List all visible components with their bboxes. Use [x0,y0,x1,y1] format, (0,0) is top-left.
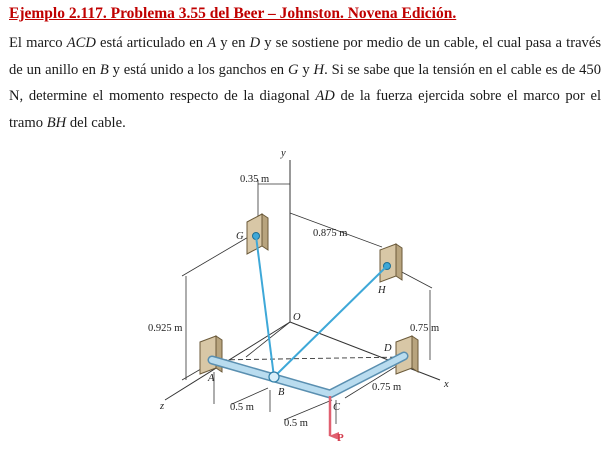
label-b: B [278,387,285,398]
dim-h-offset: 0.875 m [313,228,348,239]
label-d: D [384,343,392,354]
example-title: Ejemplo 2.117. Problema 3.55 del Beer – Johnston. Novena Edición. [9,5,457,22]
diagonal-label: AD [315,88,335,104]
point-label-g: G [287,61,299,78]
text-segment: El marco [9,35,67,51]
dim-bc: 0.5 m [284,418,308,429]
y-axis-label: y [281,148,286,159]
text-segment: . Si se sabe que la tensión en el cable es de 450 N, determine el momento respecto de la diagonal [9,61,601,104]
text-segment: y está unido a los ganchos en [108,61,288,78]
dim-h-height: 0.75 m [410,323,440,334]
point-label-a: A [207,35,217,51]
segment-label: BH [46,114,67,131]
dim-ab: 0.5 m [230,402,254,413]
frame-label: ACD [66,35,96,51]
text-segment: de la fuerza ejercida sobre el marco por el tramo [9,88,601,131]
cable-bg [256,236,274,377]
z-axis-label: z [160,401,165,412]
ring-b [269,372,279,382]
x-axis-label: x [444,379,449,390]
label-c: C [333,402,341,413]
text-segment: del cable. [66,114,126,131]
point-label-d: D [249,35,261,51]
label-h: H [378,285,386,296]
point-label-b: B [99,61,109,78]
text-segment: está articulado en [95,35,208,51]
bracket-h [380,244,402,282]
dim-g-offset: 0.35 m [240,174,270,185]
bracket-a [200,336,222,374]
label-g: G [236,231,244,242]
dim-g-height: 0.925 m [148,323,183,334]
label-a: A [208,373,215,384]
origin-label: O [293,312,301,323]
text-segment: y [298,61,314,78]
dim-dc: 0.75 m [372,382,402,393]
point-label-h: H [313,61,325,78]
text-segment: y se sostiene por medio de un cable, el cual pasa a través de un anillo en [9,35,601,78]
text-segment: y en [216,35,250,51]
cable-bh [274,266,387,377]
force-p-label: P [337,432,344,444]
diagonal-ad [214,357,404,360]
